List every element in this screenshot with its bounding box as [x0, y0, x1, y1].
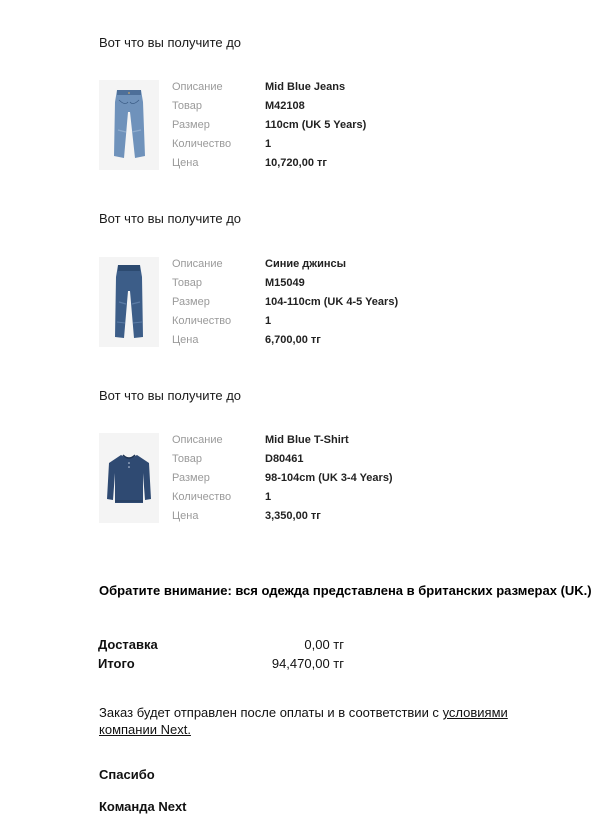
section-heading: Вот что вы получите до: [99, 388, 242, 403]
item-code: M15049: [265, 277, 305, 289]
quantity-label: Количество: [172, 315, 232, 327]
item-label: Товар: [172, 277, 202, 289]
product-image-blue-jeans[interactable]: [99, 257, 159, 347]
team-signature: Команда Next: [99, 799, 187, 814]
total-label: Итого: [98, 656, 135, 671]
description-value: Mid Blue Jeans: [265, 81, 346, 93]
description-label: Описание: [172, 81, 223, 93]
description-value: Mid Blue T-Shirt: [265, 434, 349, 446]
shipping-text: Заказ будет отправлен после оплаты и в соответствии с: [99, 705, 443, 720]
size-value: 98-104cm (UK 3-4 Years): [265, 472, 393, 484]
size-label: Размер: [172, 472, 210, 484]
section-heading: Вот что вы получите до: [99, 211, 242, 226]
item-details: [172, 431, 572, 526]
product-image-t-shirt[interactable]: [99, 433, 159, 523]
size-value: 104-110cm (UK 4-5 Years): [265, 296, 399, 308]
uk-sizes-note: Обратите внимание: вся одежда представлена в британских размерах (UK.): [99, 583, 592, 598]
description-label: Описание: [172, 434, 223, 446]
price-value: 10,720,00 тг: [265, 157, 327, 169]
item-details: [172, 78, 572, 173]
delivery-value: 0,00 тг: [304, 637, 344, 652]
jeans-icon: [99, 80, 159, 170]
item-label: Товар: [172, 100, 202, 112]
total-value: 94,470,00 тг: [271, 656, 344, 671]
size-value: 110cm (UK 5 Years): [265, 119, 367, 131]
total-row: [98, 655, 344, 673]
delivery-label: Доставка: [98, 637, 158, 652]
delivery-row: [98, 636, 344, 654]
company-terms-link[interactable]: условиями компании Next.: [99, 705, 508, 737]
price-label: Цена: [172, 510, 199, 522]
shipping-info: [99, 704, 539, 738]
quantity-value: 1: [265, 491, 272, 503]
price-value: 6,700,00 тг: [265, 334, 321, 346]
quantity-value: 1: [265, 315, 272, 327]
jeans-icon: [99, 257, 159, 347]
item-label: Товар: [172, 453, 202, 465]
quantity-label: Количество: [172, 491, 232, 503]
size-label: Размер: [172, 119, 210, 131]
price-label: Цена: [172, 157, 199, 169]
price-value: 3,350,00 тг: [265, 510, 321, 522]
description-label: Описание: [172, 258, 223, 270]
description-value: Синие джинсы: [265, 258, 346, 270]
size-label: Размер: [172, 296, 210, 308]
quantity-label: Количество: [172, 138, 232, 150]
item-code: M42108: [265, 100, 305, 112]
section-heading: Вот что вы получите до: [99, 35, 242, 50]
tshirt-icon: [99, 433, 159, 523]
price-label: Цена: [172, 334, 199, 346]
item-code: D80461: [265, 453, 304, 465]
quantity-value: 1: [265, 138, 272, 150]
thanks-text: Спасибо: [99, 767, 155, 782]
product-image-mid-blue-jeans[interactable]: [99, 80, 159, 170]
item-details: [172, 255, 572, 350]
